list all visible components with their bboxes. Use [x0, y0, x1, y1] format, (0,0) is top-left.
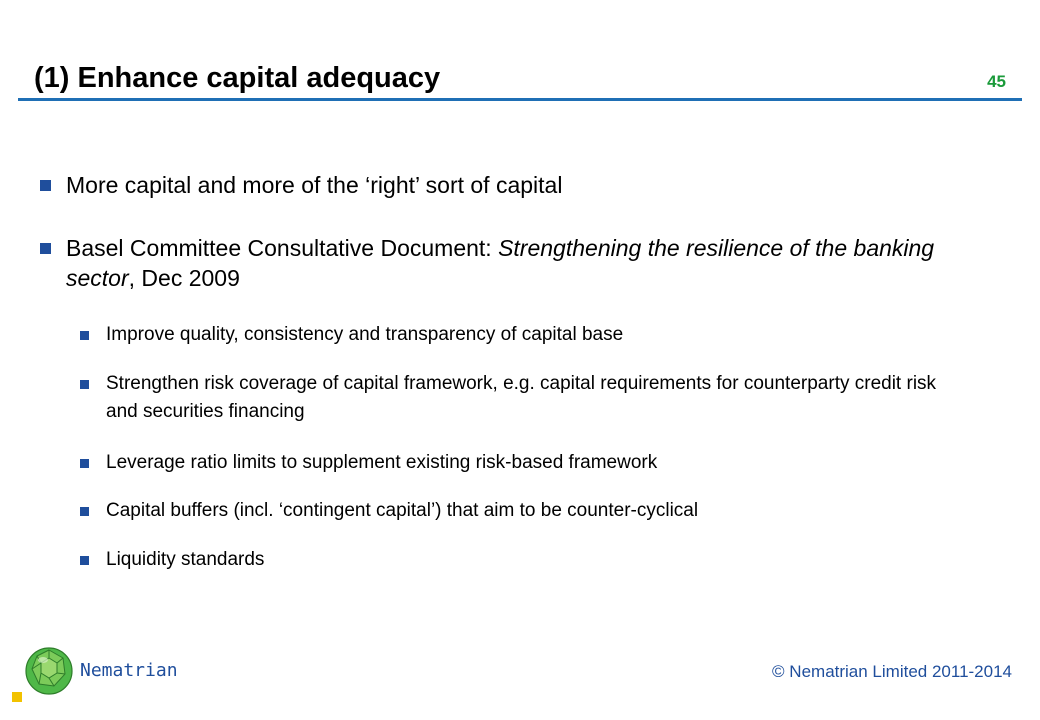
sub-bullet-text: Leverage ratio limits to supplement existing risk-based framework — [106, 452, 658, 473]
document-title: Strengthening the resilience of the banking sector — [66, 235, 935, 291]
sub-bullet-item — [80, 449, 940, 477]
bullet-item — [40, 170, 940, 200]
square-bullet-icon — [80, 507, 89, 516]
slide-title: (1) Enhance capital adequacy — [34, 62, 441, 94]
brand-name: Nematrian — [80, 660, 178, 681]
green-geodesic-sphere-icon — [24, 646, 74, 696]
copyright-notice: © Nematrian Limited 2011-2014 — [772, 662, 1012, 681]
title-divider — [18, 98, 1022, 101]
sub-bullet-item — [80, 546, 940, 574]
page-number: 45 — [987, 72, 1006, 91]
bullet-text-plain: Basel Committee Consultative Document: — [66, 235, 499, 261]
bullet-text-date: , Dec 2009 — [128, 265, 240, 291]
sub-bullet-text: Capital buffers (incl. ‘contingent capital’) that aim to be counter-cyclical — [106, 500, 699, 521]
sub-bullet-item — [80, 321, 940, 349]
square-bullet-icon — [80, 459, 89, 468]
sub-bullet-text: Strengthen risk coverage of capital framework, e.g. capital requirements for counterparty credit risk and securities financing — [106, 373, 937, 422]
square-bullet-icon — [80, 331, 89, 340]
bullet-text: More capital and more of the ‘right’ sort of capital — [66, 172, 563, 198]
square-bullet-icon — [40, 243, 51, 254]
corner-marker — [12, 692, 22, 702]
sub-bullet-item — [80, 370, 940, 426]
bullet-item — [40, 233, 940, 293]
square-bullet-icon — [80, 380, 89, 389]
sub-bullet-text: Improve quality, consistency and transparency of capital base — [106, 324, 624, 345]
square-bullet-icon — [80, 556, 89, 565]
sub-bullet-item — [80, 497, 940, 525]
sub-bullet-text: Liquidity standards — [106, 549, 265, 570]
bullet-text — [40, 233, 940, 293]
square-bullet-icon — [40, 180, 51, 191]
